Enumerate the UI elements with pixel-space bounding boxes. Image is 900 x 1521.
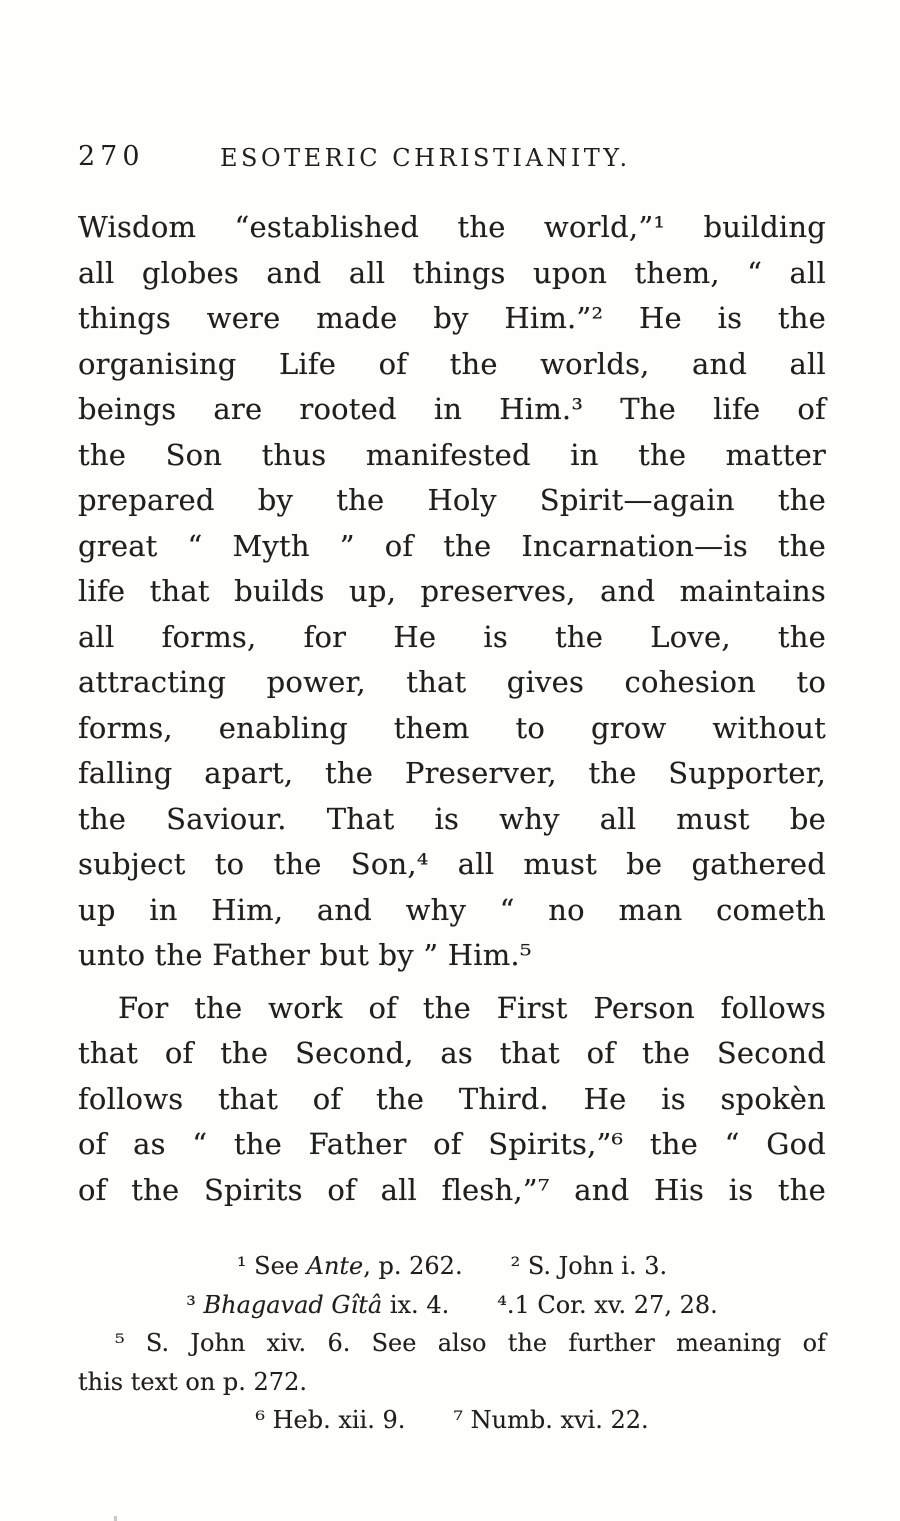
footnote-line xyxy=(78,1324,826,1363)
footnote-line xyxy=(78,1247,826,1286)
paragraph xyxy=(78,986,826,1214)
footnote-text: ² S. John i. 3. xyxy=(510,1252,668,1280)
footnote-line xyxy=(78,1401,826,1440)
text-line: great “ Myth ” of the Incarnation—is the xyxy=(78,528,826,563)
text-line: prepared by the Holy Spirit—again the xyxy=(78,483,826,517)
footnote-citation-italic: Bhagavad Gîtâ xyxy=(203,1290,383,1319)
text-line: the Son thus manifested in the matter xyxy=(78,437,826,472)
footnotes xyxy=(78,1247,826,1440)
footnote-text: this text on p. 272. xyxy=(78,1367,307,1396)
text-line: life that builds up, preserves, and maintains xyxy=(78,574,826,608)
footnote-text: ⁷ Numb. xvi. 22. xyxy=(453,1406,649,1434)
footnote-text: ³ xyxy=(186,1290,204,1319)
text-line: follows that of the Third. He is spokèn xyxy=(78,1081,826,1116)
text-line: all forms, for He is the Love, the xyxy=(78,619,826,654)
text-line: falling apart, the Preserver, the Supporter, xyxy=(78,756,826,790)
running-title: ESOTERIC CHRISTIANITY. xyxy=(220,144,631,172)
text-line: of the Spirits of all flesh,”⁷ and His is the xyxy=(78,1172,826,1207)
footnote-text: ⁵ S. John xiv. 6. See also the further meaning of xyxy=(115,1329,826,1357)
text-line: Wisdom “established the world,”¹ building xyxy=(78,210,826,244)
footnote-text: ¹ See xyxy=(236,1252,307,1280)
paragraph xyxy=(78,205,826,979)
text-line: forms, enabling them to grow without xyxy=(78,710,826,745)
text-line: up in Him, and why “ no man cometh xyxy=(78,892,826,927)
page-number: 270 xyxy=(78,141,145,172)
footnote-citation-italic: Ante xyxy=(306,1252,364,1280)
footnote-line xyxy=(78,1363,826,1402)
text-line: For the work of the First Person follows xyxy=(118,990,826,1025)
text-line: organising Life of the worlds, and all xyxy=(78,346,826,381)
text-line: all globes and all things upon them, “ all xyxy=(78,255,826,290)
text-line: attracting power, that gives cohesion to xyxy=(78,665,826,699)
text-line: unto the Father but by ” Him.⁵ xyxy=(78,938,532,972)
text-line: beings are rooted in Him.³ The life of xyxy=(78,392,826,426)
body-text xyxy=(78,205,826,1213)
scan-artifact xyxy=(114,1516,117,1521)
text-line: the Saviour. That is why all must be xyxy=(78,801,826,836)
footnote-text: ⁴.1 Cor. xv. 27, 28. xyxy=(497,1290,718,1319)
text-line: things were made by Him.”² He is the xyxy=(78,301,826,335)
text-line: of as “ the Father of Spirits,”⁶ the “ God xyxy=(78,1127,826,1161)
text-line: subject to the Son,⁴ all must be gathered xyxy=(78,847,826,881)
footnote-text: ix. 4. xyxy=(382,1290,498,1319)
footnote-line xyxy=(78,1286,826,1325)
footnote-text: ⁶ Heb. xii. 9. xyxy=(255,1406,454,1434)
text-line: that of the Second, as that of the Second xyxy=(78,1036,826,1070)
footnote-text: , p. 262. xyxy=(363,1252,511,1280)
